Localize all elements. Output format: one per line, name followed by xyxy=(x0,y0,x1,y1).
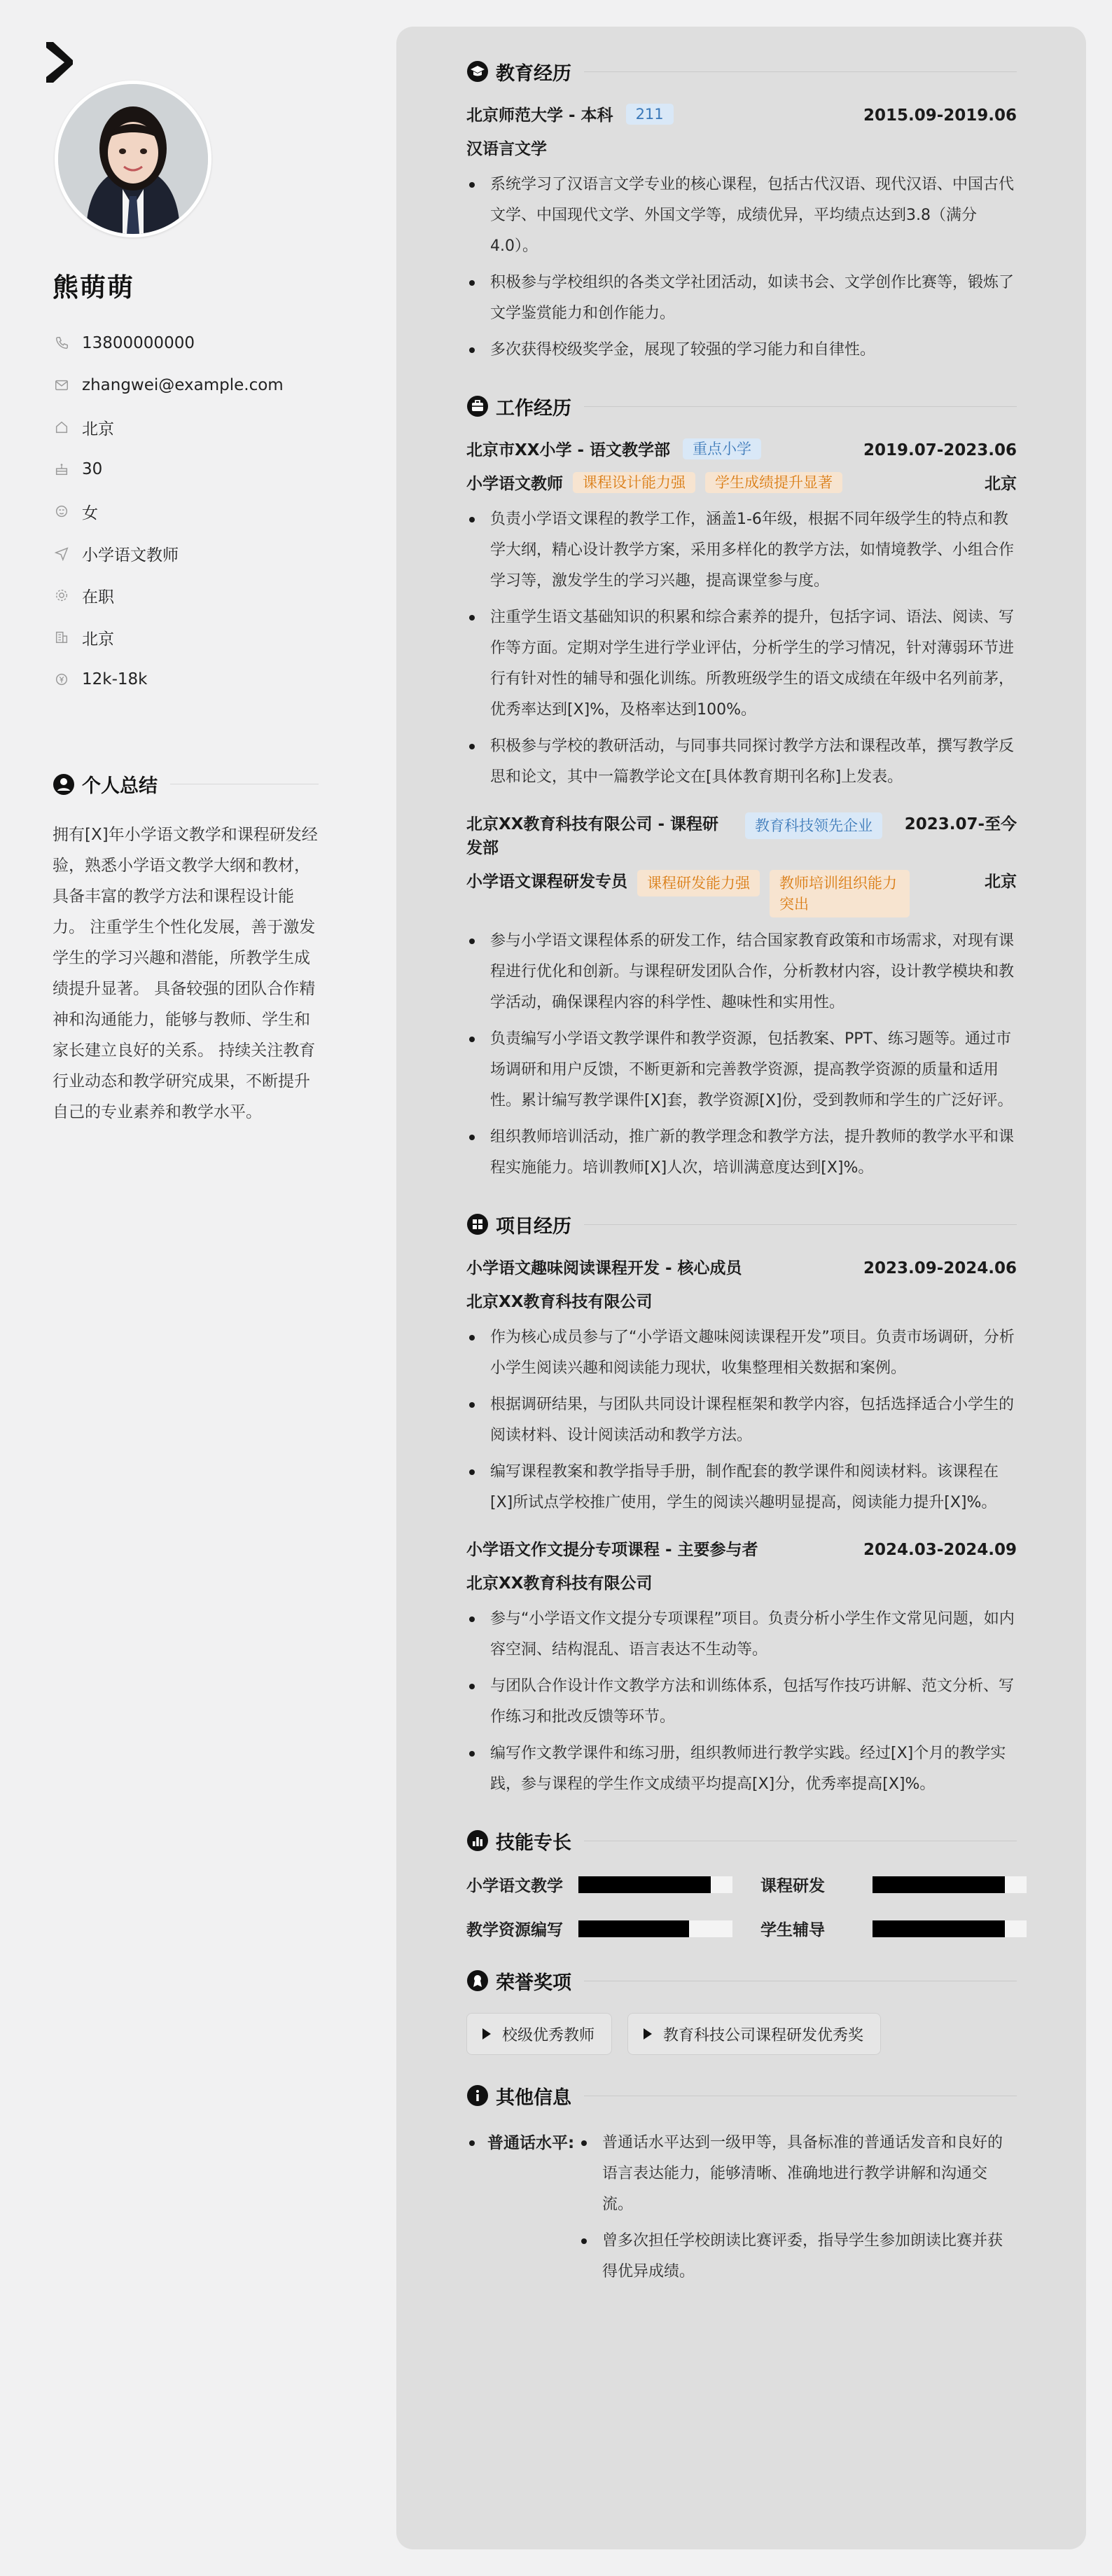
coin-icon xyxy=(53,670,71,688)
list-item: 负责编写小学语文教学课件和教学资源，包括教案、PPT、练习题等。通过市场调研和用户反馈，不断更新和完善教学资源，提高教学资源的质量和适用性。累计编写教学课件[X]套，教学资源[X]份，受到教师和学生的广泛好评。 xyxy=(466,1024,1017,1116)
work-date: 2019.07-2023.06 xyxy=(863,441,1017,459)
other-info xyxy=(466,2128,1017,2293)
briefcase-icon xyxy=(466,395,489,417)
list-item: 系统学习了汉语言文学专业的核心课程，包括古代汉语、现代汉语、中国古代文学、中国现代文学、外国文学等，成绩优异，平均绩点达到3.8（满分4.0）。 xyxy=(466,169,1017,262)
info-salary xyxy=(53,658,319,700)
list-item: 注重学生语文基础知识的积累和综合素养的提升，包括字词、语法、阅读、写作等方面。定期对学生进行学业评估，分析学生的学习情况，针对薄弱环节进行有针对性的辅导和强化训练。所教班级学生的语文成绩在年级中名列前茅，优秀率达到[X]%，及格率达到100%。 xyxy=(466,602,1017,726)
avatar xyxy=(55,81,211,237)
skill-name: 小学语文教学 xyxy=(466,1877,563,1895)
info-phone xyxy=(53,322,319,364)
skill-name: 学生辅导 xyxy=(760,1921,825,1939)
school-name: 北京师范大学 - 本科 xyxy=(466,106,613,125)
skills-section xyxy=(466,1825,1017,1940)
summary-section-header xyxy=(53,770,319,798)
job-title-text: 小学语文教师 xyxy=(82,546,179,565)
target-city-text: 北京 xyxy=(82,630,114,649)
list-item: 参与小学语文课程体系的研发工作，结合国家教育政策和市场需求，对现有课程进行优化和创新。与课程研发团队合作，分析教材内容，设计教学模块和教学活动，确保课程内容的科学性、趣味性和实用性。 xyxy=(466,926,1017,1018)
skill-name: 教学资源编写 xyxy=(466,1921,563,1939)
main-content-panel xyxy=(396,27,1086,2549)
project-entry xyxy=(466,1538,1017,1800)
award-label: 教育科技公司课程研发优秀奖 xyxy=(663,2026,864,2044)
project-name: 小学语文作文提分专项课程 - 主要参与者 xyxy=(466,1541,758,1559)
list-item: 根据调研结果，与团队共同设计课程框架和教学内容，包括选择适合小学生的阅读材料、设计阅读活动和教学方法。 xyxy=(466,1390,1017,1451)
info-job-title xyxy=(53,532,319,574)
status-text: 在职 xyxy=(82,588,114,607)
education-title: 教育经历 xyxy=(496,62,571,85)
projects-section-header xyxy=(466,1209,1017,1240)
skill-tag: 学生成绩提升显著 xyxy=(705,472,842,493)
work-section-header xyxy=(466,391,1017,422)
skill-item xyxy=(760,1873,1027,1896)
work-date: 2023.07-至今 xyxy=(904,815,1017,833)
skill-item xyxy=(466,1917,732,1940)
work-entry xyxy=(466,438,1017,793)
skill-level-fill xyxy=(873,1876,1005,1893)
skill-level-bar xyxy=(873,1920,1027,1937)
cake-icon xyxy=(53,460,71,478)
list-item: 积极参与学校组织的各类文学社团活动，如读书会、文学创作比赛等，锻炼了文学鉴赏能力和创作能力。 xyxy=(466,268,1017,329)
skill-level-bar xyxy=(578,1876,732,1893)
skill-level-fill xyxy=(578,1920,689,1937)
info-icon xyxy=(466,2084,489,2107)
gender-text: 女 xyxy=(82,504,98,522)
user-icon xyxy=(53,773,75,796)
work-section xyxy=(466,391,1017,1184)
divider xyxy=(584,1224,1017,1225)
school-tag: 211 xyxy=(626,104,674,125)
other-bullets xyxy=(578,2128,1017,2293)
project-bullets xyxy=(466,1322,1017,1518)
project-bullets xyxy=(466,1604,1017,1800)
list-item: 多次获得校级奖学金，展现了较强的学习能力和自律性。 xyxy=(466,335,1017,366)
phone-text: 13800000000 xyxy=(82,334,195,352)
other-title: 其他信息 xyxy=(496,2086,571,2109)
other-label: 普通话水平: xyxy=(487,2134,575,2152)
award-chip xyxy=(466,2013,612,2055)
company-name: 北京XX教育科技有限公司 - 课程研发部 xyxy=(466,815,719,857)
project-date: 2023.09-2024.06 xyxy=(863,1259,1017,1277)
info-email xyxy=(53,364,319,406)
project-name: 小学语文趣味阅读课程开发 - 核心成员 xyxy=(466,1259,742,1277)
building-icon xyxy=(53,628,71,646)
company-name: 北京市XX小学 - 语文教学部 xyxy=(466,441,671,459)
list-item: 普通话水平达到一级甲等，具备标准的普通话发音和良好的语言表达能力，能够清晰、准确地进行教学讲解和沟通交流。 xyxy=(578,2128,1017,2220)
gender-icon xyxy=(53,502,71,520)
project-date: 2024.03-2024.09 xyxy=(863,1541,1017,1559)
contact-info-list xyxy=(53,322,319,700)
skill-tag: 课程研发能力强 xyxy=(637,870,760,896)
list-item: 积极参与学校的教研活动，与同事共同探讨教学方法和课程改革，撰写教学反思和论文，其中一篇教学论文在[具体教育期刊名称]上发表。 xyxy=(466,731,1017,793)
play-triangle-icon xyxy=(482,2028,491,2040)
skill-name: 课程研发 xyxy=(760,1877,825,1895)
summary-text: 拥有[X]年小学语文教学和课程研发经验，熟悉小学语文教学大纲和教材，具备丰富的教学方法和课程设计能力。 注重学生个性化发展，善于激发学生的学习兴趣和潜能，所教学生成绩提升显著。 具备较强的团队合作精神和沟通能力，能够与教师、学生和家长建立良好的关系。 持续关注教育行业动态和教学研究成果，不断提升自己的专业素养和教学水平。 xyxy=(53,826,318,1121)
education-section xyxy=(466,56,1017,366)
mail-icon xyxy=(53,376,71,394)
skill-item xyxy=(760,1917,1027,1940)
job-city: 北京 xyxy=(985,475,1017,493)
info-status xyxy=(53,574,319,616)
education-section-header xyxy=(466,56,1017,87)
skills-grid xyxy=(466,1873,1017,1940)
summary-title: 个人总结 xyxy=(82,775,158,797)
project-org: 北京XX教育科技有限公司 xyxy=(466,1293,653,1311)
info-target-city xyxy=(53,616,319,658)
list-item: 负责小学语文课程的教学工作，涵盖1-6年级，根据不同年级学生的特点和教学大纲，精心设计教学方案，采用多样化的教学方法，如情境教学、小组合作学习等，激发学生的学习兴趣，提高课堂参与度。 xyxy=(466,504,1017,597)
projects-section xyxy=(466,1209,1017,1800)
play-triangle-icon xyxy=(644,2028,652,2040)
work-title: 工作经历 xyxy=(496,397,571,420)
education-date: 2015.09-2019.06 xyxy=(863,106,1017,125)
award-chip xyxy=(627,2013,881,2055)
project-grid-icon xyxy=(466,1213,489,1235)
settings-icon xyxy=(53,586,71,604)
education-entry xyxy=(466,104,1017,366)
company-tag: 教育科技领先企业 xyxy=(745,812,882,839)
award-label: 校级优秀教师 xyxy=(502,2026,595,2044)
list-item: 作为核心成员参与了“小学语文趣味阅读课程开发”项目。负责市场调研，分析小学生阅读兴趣和阅读能力现状，收集整理相关数据和案例。 xyxy=(466,1322,1017,1384)
project-entry xyxy=(466,1256,1017,1518)
info-gender xyxy=(53,490,319,532)
education-bullets xyxy=(466,169,1017,366)
projects-title: 项目经历 xyxy=(496,1215,571,1238)
other-section-header xyxy=(466,2080,1017,2111)
skill-level-bar xyxy=(873,1876,1027,1893)
salary-text: 12k-18k xyxy=(82,670,148,688)
list-item: 编写课程教案和教学指导手册，制作配套的教学课件和阅读材料。该课程在[X]所试点学校推广使用，学生的阅读兴趣明显提高，阅读能力提升[X]%。 xyxy=(466,1457,1017,1518)
skills-title: 技能专长 xyxy=(496,1831,571,1854)
job-role: 小学语文课程研发专员 xyxy=(466,873,627,891)
info-location xyxy=(53,406,319,448)
skill-level-bar xyxy=(578,1920,732,1937)
awards-list xyxy=(466,2013,1017,2055)
honors-section xyxy=(466,1965,1017,2055)
other-section xyxy=(466,2080,1017,2293)
phone-icon xyxy=(53,334,71,352)
info-age xyxy=(53,448,319,490)
location-text: 北京 xyxy=(82,420,114,438)
skill-tag: 课程设计能力强 xyxy=(573,472,695,493)
graduation-cap-icon xyxy=(466,60,489,83)
divider xyxy=(584,406,1017,407)
bullet-dot xyxy=(469,2140,475,2146)
skill-item xyxy=(466,1873,732,1896)
candidate-name: 熊萌萌 xyxy=(53,272,134,303)
award-icon xyxy=(466,1969,489,1992)
project-org: 北京XX教育科技有限公司 xyxy=(466,1574,653,1593)
list-item: 与团队合作设计作文教学方法和训练体系，包括写作技巧讲解、范文分析、写作练习和批改反馈等环节。 xyxy=(466,1671,1017,1733)
list-item: 曾多次担任学校朗读比赛评委，指导学生参加朗读比赛并获得优异成绩。 xyxy=(578,2226,1017,2287)
honors-section-header xyxy=(466,1965,1017,1996)
company-tag: 重点小学 xyxy=(683,438,761,459)
work-bullets xyxy=(466,504,1017,793)
age-text: 30 xyxy=(82,460,103,478)
email-text: zhangwei@example.com xyxy=(82,376,284,394)
job-city: 北京 xyxy=(985,873,1017,891)
brand-logo-icon xyxy=(46,42,73,83)
send-icon xyxy=(53,544,71,562)
bar-chart-icon xyxy=(466,1829,489,1852)
skills-section-header xyxy=(466,1825,1017,1856)
skill-level-fill xyxy=(873,1920,1005,1937)
honors-title: 荣誉奖项 xyxy=(496,1972,571,1994)
divider xyxy=(584,71,1017,72)
list-item: 编写作文教学课件和练习册，组织教师进行教学实践。经过[X]个月的教学实践，参与课程的学生作文成绩平均提高[X]分，优秀率提高[X]%。 xyxy=(466,1738,1017,1800)
work-entry xyxy=(466,812,1017,1184)
list-item: 组织教师培训活动，推广新的教学理念和教学方法，提升教师的教学水平和课程实施能力。培训教师[X]人次，培训满意度达到[X]%。 xyxy=(466,1122,1017,1184)
major: 汉语言文学 xyxy=(466,140,547,158)
work-bullets xyxy=(466,926,1017,1184)
home-icon xyxy=(53,418,71,436)
skill-tag: 教师培训组织能力突出 xyxy=(770,870,910,917)
skill-level-fill xyxy=(578,1876,711,1893)
list-item: 参与“小学语文作文提分专项课程”项目。负责分析小学生作文常见问题，如内容空洞、结构混乱、语言表达不生动等。 xyxy=(466,1604,1017,1666)
avatar-photo xyxy=(58,84,208,234)
job-role: 小学语文教师 xyxy=(466,475,563,493)
